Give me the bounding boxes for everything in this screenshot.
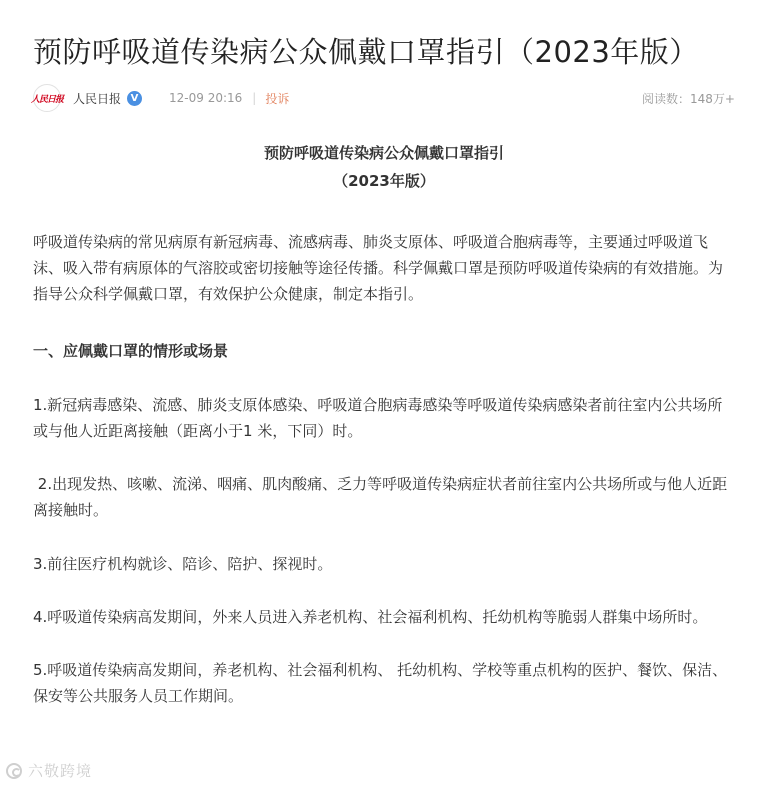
publish-time: 12-09 20:16 [169,91,243,105]
intro-paragraph: 呼吸道传染病的常见病原有新冠病毒、流感病毒、肺炎支原体、呼吸道合胞病毒等，主要通过呼吸道飞沫、吸入带有病原体的气溶胶或密切接触等途径传播。科学佩戴口罩是预防呼吸道传染病的有效措施。为指导公众科学佩戴口罩，有效保护公众健康，制定本指引。 [33,233,724,303]
list-item: 2.出现发热、咳嗽、流涕、咽痛、肌肉酸痛、乏力等呼吸道传染病症状者前往室内公共场所或与他人近距离接触时。 [33,475,728,519]
verified-icon: V [127,91,142,106]
read-count: 阅读数：148万+ [642,91,735,106]
avatar-logo: 人民日报 [31,94,64,105]
article-body [33,140,735,709]
list-item: 1.新冠病毒感染、流感、肺炎支原体感染、呼吸道合胞病毒感染等呼吸道传染病感染者前往室内公共场所或与他人近距离接触（距离小于1 米，下同）时。 [33,396,723,440]
avatar[interactable] [31,84,64,112]
meta-separator: | [252,91,257,105]
content-subheading: （2023年版） [333,172,435,190]
camera-logo-icon [6,763,22,779]
content-heading: 预防呼吸道传染病公众佩戴口罩指引 [263,144,504,162]
list-item: 3.前往医疗机构就诊、陪诊、陪护、探视时。 [33,555,333,573]
list-item: 5.呼吸道传染病高发期间，养老机构、社会福利机构、 托幼机构、学校等重点机构的医护、餐饮、保洁、保安等公共服务人员工作期间。 [33,661,728,705]
author-name[interactable]: 人民日报 [73,91,122,106]
article-title: 预防呼吸道传染病公众佩戴口罩指引（2023年版） [33,35,699,69]
watermark-text: 六敬跨境 [28,762,93,780]
watermark [6,760,92,781]
complaint-link[interactable]: 投诉 [265,91,290,106]
list-item: 4.呼吸道传染病高发期间，外来人员进入养老机构、社会福利机构、托幼机构等脆弱人群集中场所时。 [33,608,708,626]
article-meta [33,84,735,112]
section-title: 一、应佩戴口罩的情形或场景 [33,342,229,360]
